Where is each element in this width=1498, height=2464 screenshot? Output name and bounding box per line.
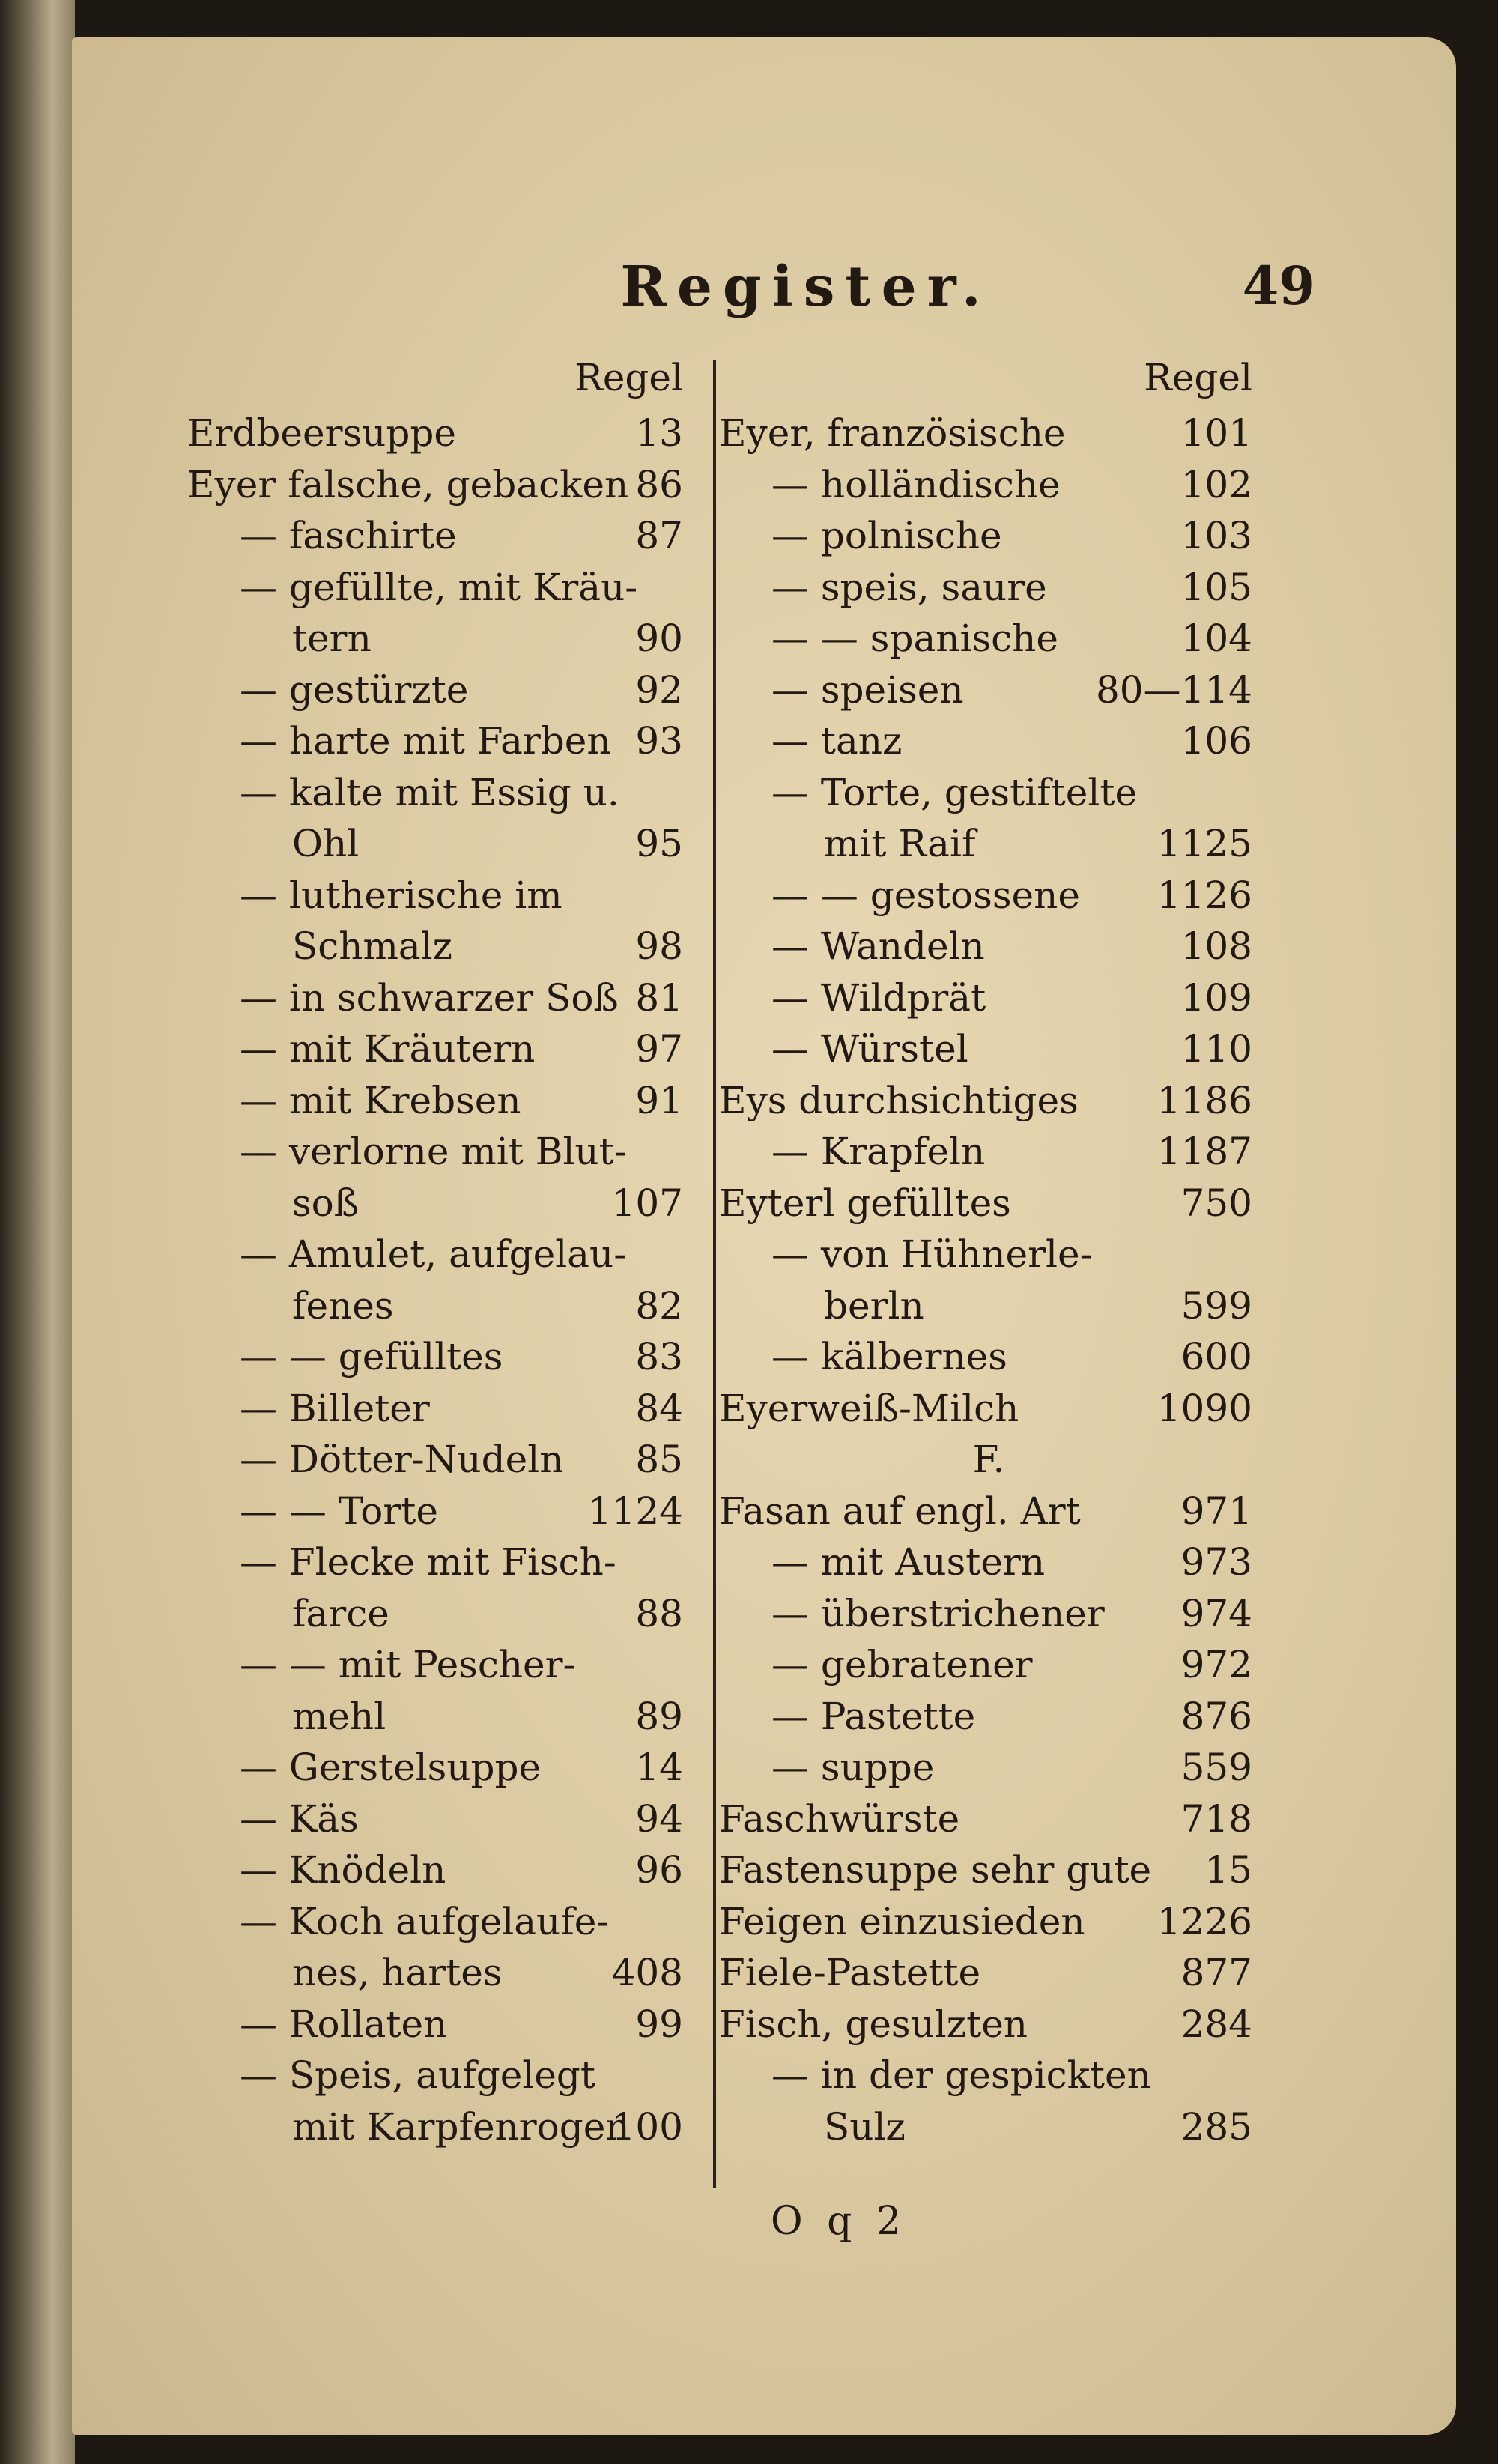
index-entry	[187, 1946, 689, 1998]
signature-mark: O q 2	[770, 2199, 908, 2244]
index-entry	[719, 407, 1258, 458]
entry-number: 974	[1180, 1591, 1252, 1635]
index-entry	[187, 612, 689, 664]
index-entry	[187, 664, 689, 715]
entry-number: 972	[1180, 1643, 1252, 1686]
index-entry	[187, 1177, 689, 1229]
entry-text: — — Torte	[240, 1489, 438, 1533]
entry-text: — polnische	[771, 514, 1002, 557]
entry-number: 95	[635, 822, 683, 865]
index-entry	[719, 561, 1258, 613]
page-title: Register.	[620, 255, 992, 319]
index-entry	[187, 509, 689, 561]
entry-number: 96	[635, 1848, 683, 1892]
column-heading-right: Regel	[1144, 356, 1252, 399]
index-entry	[187, 407, 689, 458]
index-entry	[187, 1485, 689, 1537]
entry-number: 103	[1180, 514, 1252, 557]
index-entry	[187, 1793, 689, 1844]
entry-number: 87	[635, 514, 683, 557]
index-entry	[187, 2101, 689, 2152]
index-entry	[187, 1998, 689, 2050]
page-number: 49	[1242, 255, 1315, 317]
entry-number: 90	[635, 617, 683, 660]
entry-text: — faschirte	[240, 514, 457, 557]
entry-text: — mit Kräutern	[240, 1027, 536, 1071]
entry-text: farce	[292, 1591, 389, 1635]
entry-text: — — mit Pescher-	[240, 1643, 576, 1686]
entry-number: 104	[1180, 617, 1252, 660]
entry-text: mehl	[292, 1694, 386, 1738]
entry-number: 102	[1180, 462, 1252, 506]
entry-text: — Würstel	[771, 1027, 968, 1071]
index-entry	[719, 1638, 1258, 1690]
entry-text: — kälbernes	[771, 1335, 1007, 1378]
entry-number: 599	[1180, 1283, 1252, 1328]
entry-text: Schmalz	[292, 924, 453, 968]
entry-number: 1226	[1156, 1899, 1252, 1943]
page-header	[72, 247, 1456, 337]
index-entry	[187, 920, 689, 972]
entry-text: Fasan auf engl. Art	[719, 1489, 1081, 1533]
entry-number: 81	[635, 975, 683, 1020]
entry-number: 83	[635, 1335, 683, 1378]
index-entry	[719, 1485, 1258, 1537]
index-entry	[719, 612, 1258, 664]
entry-text: — tanz	[771, 719, 903, 763]
entry-number: 14	[635, 1746, 683, 1789]
entry-text: — Gerstelsuppe	[240, 1746, 542, 1789]
entry-number: 82	[635, 1283, 683, 1328]
entry-text: — Rollaten	[240, 2002, 448, 2046]
entry-text: — Billeter	[240, 1386, 430, 1430]
entry-number: 88	[635, 1591, 683, 1635]
index-entry	[719, 1125, 1258, 1177]
entry-number: 1187	[1156, 1130, 1252, 1173]
entry-number: 13	[635, 411, 683, 455]
entry-number: 85	[635, 1438, 683, 1481]
entry-number: 1125	[1156, 822, 1252, 865]
entry-text: — suppe	[771, 1746, 935, 1789]
entry-text: Eyer falsche, gebacken	[187, 462, 629, 506]
entry-text: — speis, saure	[771, 565, 1047, 609]
index-entry	[187, 1228, 689, 1280]
index-entry	[719, 1177, 1258, 1229]
entry-number: 98	[635, 924, 683, 968]
index-entry	[187, 817, 689, 869]
index-entry	[187, 1638, 689, 1690]
index-entry	[719, 458, 1258, 510]
index-entry	[719, 1587, 1258, 1639]
entry-text: — Dötter-Nudeln	[240, 1438, 564, 1481]
index-entry	[187, 972, 689, 1023]
entry-text: Ohl	[292, 822, 360, 865]
index-entry	[719, 1844, 1258, 1895]
entry-number: 750	[1180, 1181, 1252, 1225]
index-entry	[187, 1331, 689, 1382]
entry-number: 285	[1180, 2104, 1252, 2149]
entry-number: 93	[635, 719, 683, 763]
index-column-right	[719, 356, 1258, 2206]
index-entry	[187, 1587, 689, 1639]
entry-text: — in der gespickten	[771, 2053, 1151, 2097]
column-heading-left: Regel	[574, 356, 683, 399]
entry-number: 100	[611, 2104, 683, 2149]
entry-text: Erdbeersuppe	[187, 411, 456, 455]
entry-text: — kalte mit Essig u.	[240, 770, 619, 814]
entry-number: 97	[635, 1027, 683, 1071]
entry-number: 94	[635, 1796, 683, 1841]
index-entry	[719, 1793, 1258, 1844]
entry-text: — mit Krebsen	[240, 1078, 521, 1122]
entry-number: 109	[1180, 975, 1252, 1020]
index-entry	[719, 817, 1258, 869]
entry-number: 284	[1180, 2002, 1252, 2046]
index-entry	[719, 1690, 1258, 1742]
index-entry	[187, 1844, 689, 1895]
entry-list-right	[719, 407, 1258, 2152]
entry-text: Fiele-Pastette	[719, 1951, 981, 1994]
entry-text: — — gestossene	[771, 873, 1080, 917]
entry-text: — gestürzte	[240, 668, 469, 712]
entry-text: — speisen	[771, 668, 964, 712]
index-entry	[719, 972, 1258, 1023]
index-entry	[719, 1895, 1258, 1947]
index-column-left	[187, 356, 689, 2206]
index-entry	[719, 1023, 1258, 1074]
entry-text: — lutherische im	[240, 873, 562, 917]
entry-number: 91	[635, 1078, 683, 1122]
entry-text: — verlorne mit Blut-	[240, 1130, 627, 1173]
entry-number: 80—114	[1095, 668, 1252, 712]
entry-number: 84	[635, 1386, 683, 1430]
entry-text: tern	[292, 617, 372, 660]
entry-number: 1090	[1156, 1386, 1252, 1430]
entry-number: 600	[1180, 1335, 1252, 1378]
entry-number: 877	[1180, 1951, 1252, 1994]
index-entry	[187, 766, 689, 818]
entry-number: 876	[1180, 1694, 1252, 1738]
entry-text: — gefüllte, mit Kräu-	[240, 565, 638, 609]
book-spine	[0, 0, 75, 2464]
entry-number: 92	[635, 668, 683, 712]
index-entry	[187, 458, 689, 510]
entry-text: mit Karpfenrogen	[292, 2104, 630, 2149]
entry-text: — — gefülltes	[240, 1335, 503, 1378]
entry-text: berln	[824, 1283, 924, 1328]
entry-number: 15	[1204, 1848, 1252, 1892]
column-divider	[713, 360, 716, 2188]
entry-number: 718	[1180, 1796, 1252, 1841]
index-entry	[719, 1536, 1258, 1587]
entry-text: — Amulet, aufgelau-	[240, 1232, 627, 1276]
index-entry	[187, 1382, 689, 1434]
index-entry	[187, 2049, 689, 2101]
index-entry	[719, 766, 1258, 818]
entry-text: — Pastette	[771, 1694, 976, 1738]
entry-number: 1124	[587, 1489, 683, 1533]
index-entry	[187, 1741, 689, 1793]
entry-text: — von Hühnerle-	[771, 1232, 1093, 1276]
entry-number: 110	[1180, 1027, 1252, 1071]
entry-text: — überstrichener	[771, 1591, 1105, 1635]
entry-text: — Wildprät	[771, 975, 986, 1020]
index-entry	[187, 1433, 689, 1485]
entry-text: F.	[972, 1438, 1005, 1481]
entry-number: 973	[1180, 1540, 1252, 1584]
entry-text: Eyterl gefülltes	[719, 1181, 1011, 1225]
index-entry	[187, 1895, 689, 1947]
entry-number: 971	[1180, 1489, 1252, 1533]
entry-text: soß	[292, 1181, 360, 1225]
entry-text: — — spanische	[771, 617, 1058, 660]
entry-text: — Torte, gestiftelte	[771, 770, 1138, 814]
entry-number: 1126	[1156, 873, 1252, 917]
entry-text: Eyer, französische	[719, 411, 1066, 455]
index-entry	[719, 1280, 1258, 1331]
index-entry	[187, 1125, 689, 1177]
index-entry	[719, 1074, 1258, 1126]
entry-text: — holländische	[771, 462, 1061, 506]
index-entry	[187, 1280, 689, 1331]
entry-number: 99	[635, 2002, 683, 2046]
index-entry	[719, 1382, 1258, 1434]
index-entry	[187, 1023, 689, 1074]
entry-text: Feigen einzusieden	[719, 1899, 1085, 1943]
entry-number: 107	[611, 1181, 683, 1225]
entry-text: nes, hartes	[292, 1951, 503, 1994]
entry-text: Fisch, gesulzten	[719, 2002, 1028, 2046]
index-entry	[187, 715, 689, 766]
entry-text: — in schwarzer Soß	[240, 975, 619, 1020]
entry-text: Eys durchsichtiges	[719, 1078, 1079, 1122]
entry-number: 108	[1180, 924, 1252, 968]
index-entry	[719, 2101, 1258, 2152]
entry-text: mit Raif	[824, 822, 976, 865]
index-entry	[719, 920, 1258, 972]
entry-number: 101	[1180, 411, 1252, 455]
entry-text: — Koch aufgelaufe-	[240, 1899, 610, 1943]
entry-text: Faschwürste	[719, 1796, 960, 1841]
index-entry	[719, 1331, 1258, 1382]
entry-text: — Käs	[240, 1796, 359, 1841]
index-entry	[187, 1074, 689, 1126]
entry-number: 89	[635, 1694, 683, 1738]
index-entry	[719, 509, 1258, 561]
index-entry	[719, 1741, 1258, 1793]
index-entry	[187, 561, 689, 613]
entry-text: — Wandeln	[771, 924, 985, 968]
entry-text: — Krapfeln	[771, 1130, 986, 1173]
index-entry	[187, 1536, 689, 1587]
entry-text: Sulz	[824, 2104, 906, 2149]
index-entry	[719, 2049, 1258, 2101]
index-entry	[719, 869, 1258, 921]
entry-text: fenes	[292, 1283, 394, 1328]
entry-text: — harte mit Farben	[240, 719, 611, 763]
entry-list-left	[187, 407, 689, 2152]
entry-text: — Flecke mit Fisch-	[240, 1540, 616, 1584]
entry-number: 106	[1180, 719, 1252, 763]
entry-number: 1186	[1156, 1078, 1252, 1122]
index-entry	[719, 715, 1258, 766]
entry-text: — mit Austern	[771, 1540, 1046, 1584]
entry-text: — Speis, aufgelegt	[240, 2053, 595, 2097]
index-entry	[187, 869, 689, 921]
index-entry	[719, 1433, 1258, 1485]
entry-text: — Knödeln	[240, 1848, 446, 1892]
index-entry	[719, 1228, 1258, 1280]
index-entry	[719, 1946, 1258, 1998]
entry-number: 559	[1180, 1746, 1252, 1789]
entry-number: 105	[1180, 565, 1252, 609]
index-entry	[187, 1690, 689, 1742]
entry-number: 86	[635, 462, 683, 506]
entry-number: 408	[611, 1951, 683, 1994]
entry-text: Eyerweiß-Milch	[719, 1386, 1019, 1430]
index-entry	[719, 664, 1258, 715]
entry-text: — gebratener	[771, 1643, 1033, 1686]
entry-text: Fastensuppe sehr gute	[719, 1848, 1152, 1892]
index-entry	[719, 1998, 1258, 2050]
